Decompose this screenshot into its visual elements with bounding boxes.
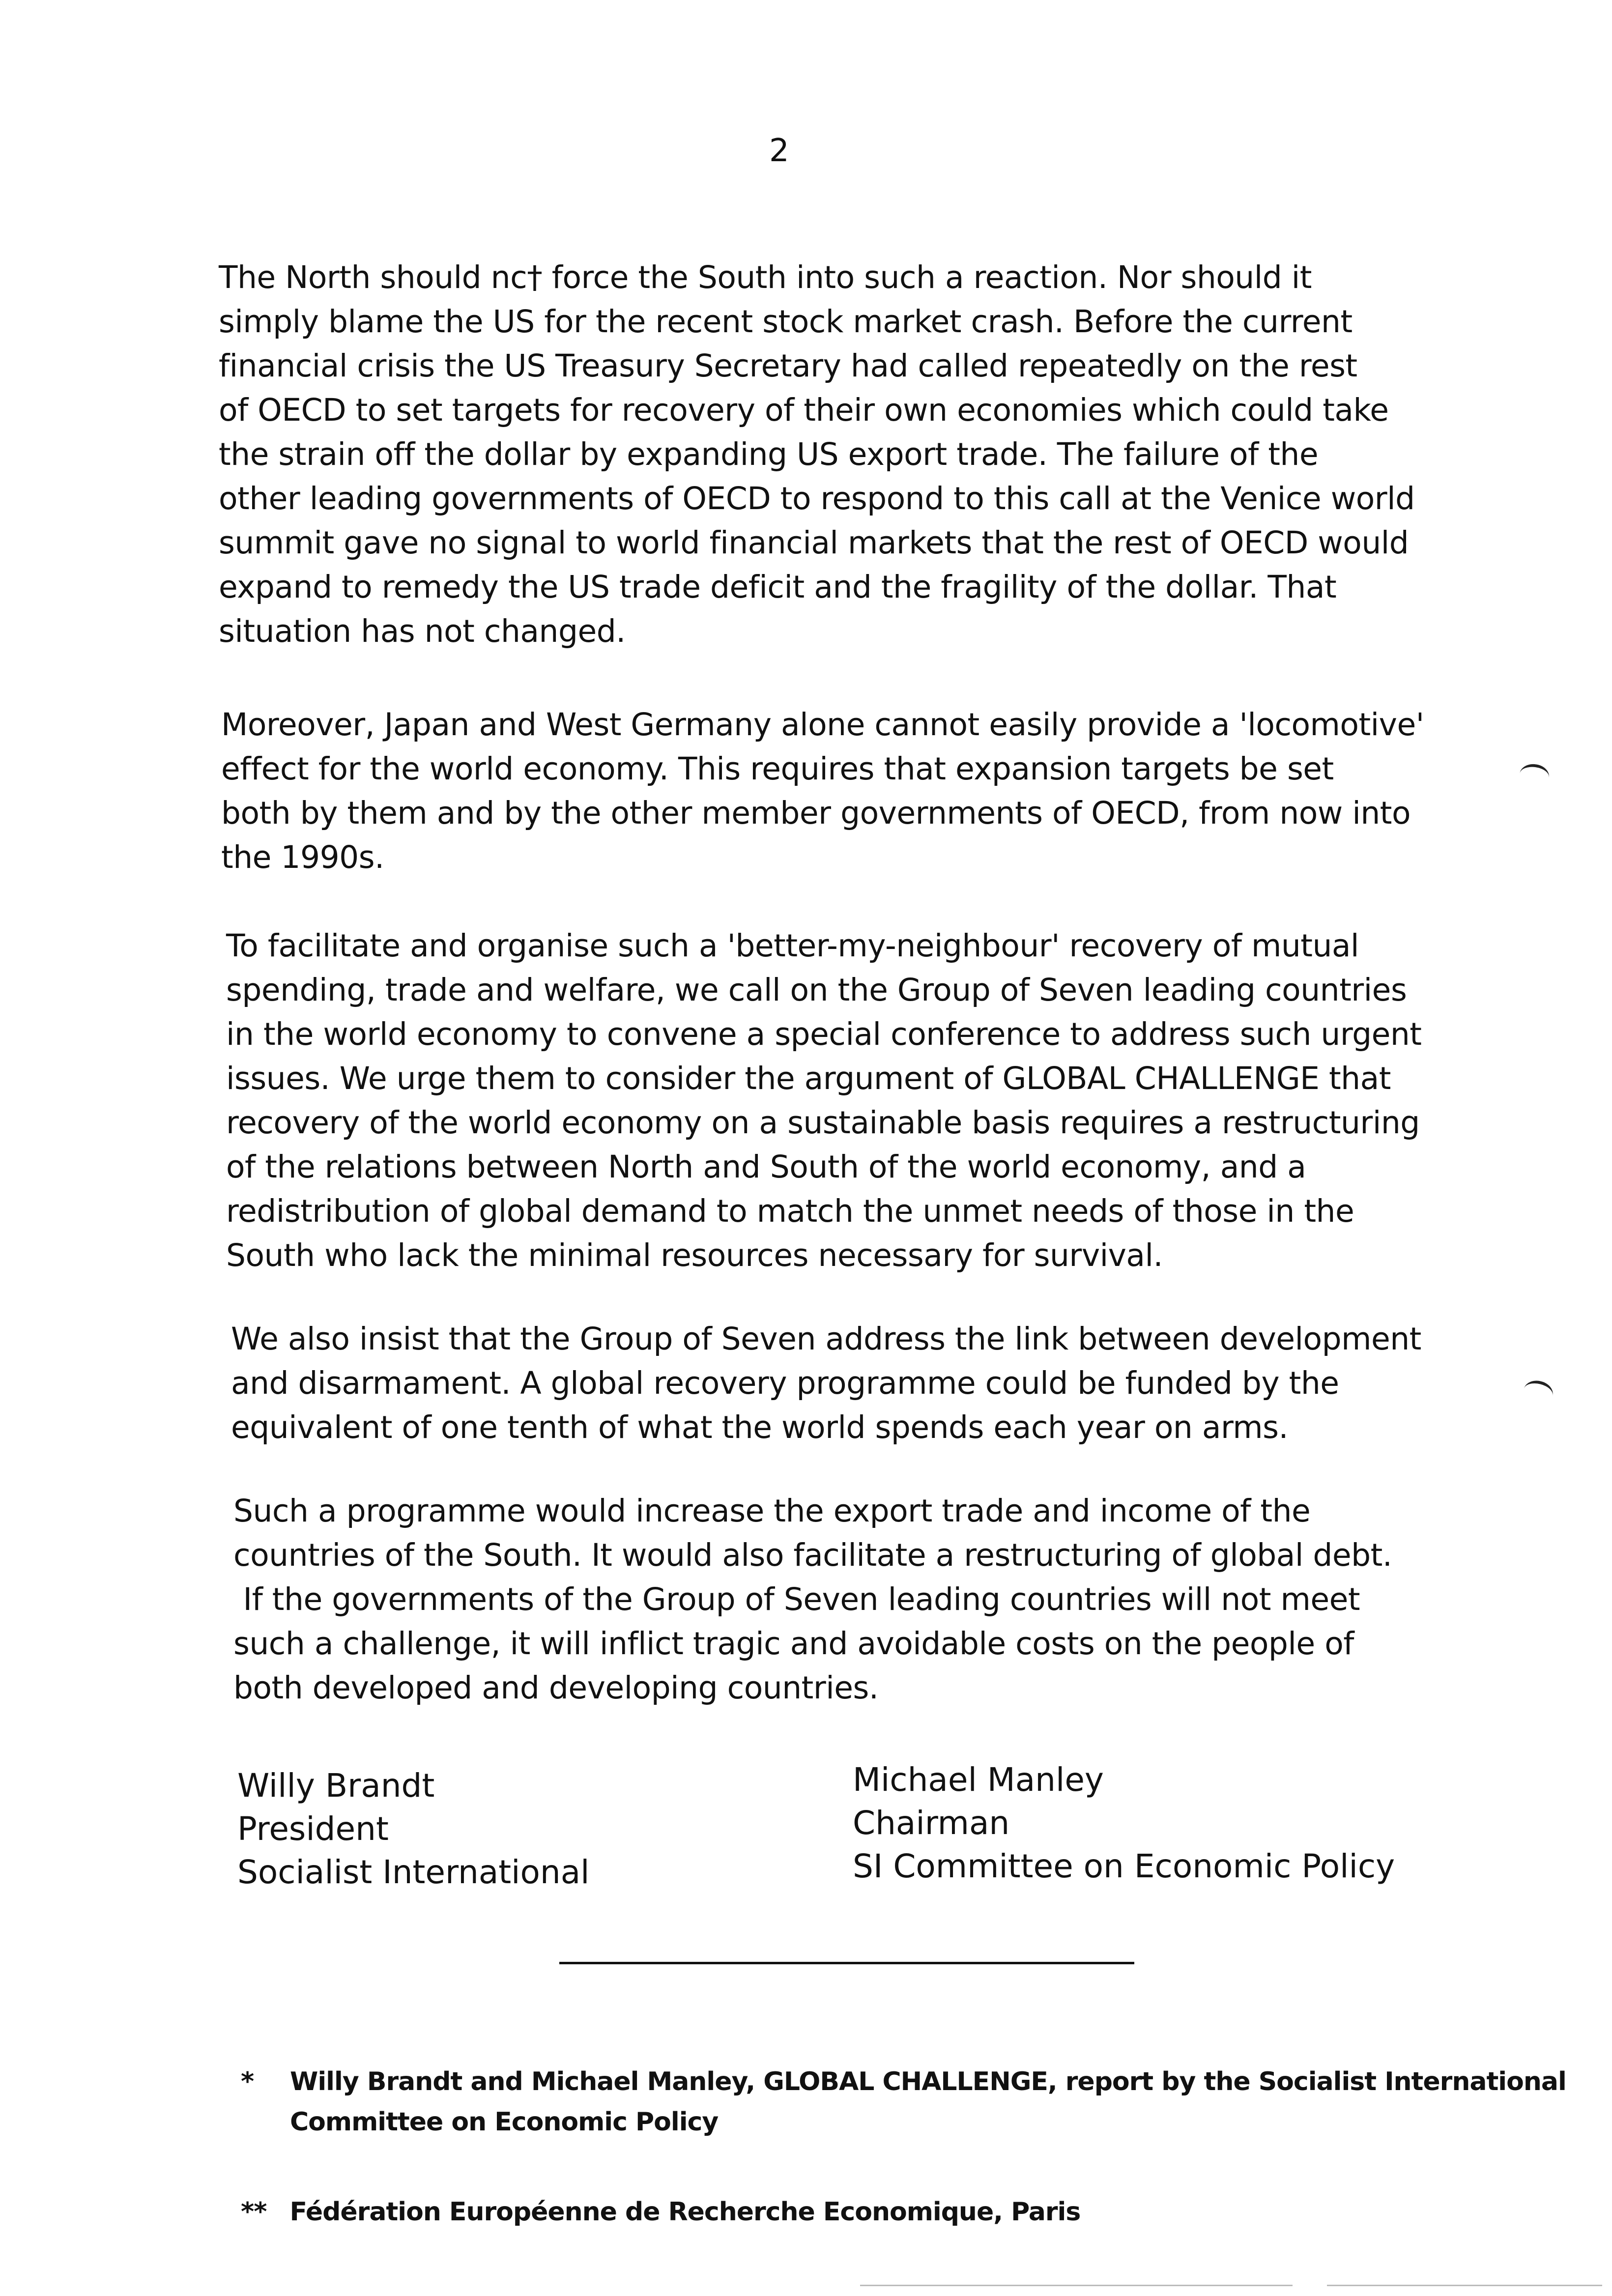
signatory-manley [853, 1758, 1395, 1888]
footnote-divider [559, 1962, 1134, 1964]
footnote-text: Fédération Européenne de Recherche Economique, Paris [289, 2197, 1081, 2227]
scan-edge-line [860, 2285, 1293, 2286]
paragraph-line: Such a programme would increase the export trade and income of the [233, 1493, 1311, 1529]
paragraph-4 [231, 1317, 1421, 1450]
paragraph-line: other leading governments of OECD to respond to this call at the Venice world [219, 481, 1415, 517]
scan-edge-line [1327, 2285, 1602, 2286]
signatory-name: Michael Manley [853, 1761, 1104, 1799]
footnote-line: Committee on Economic Policy [290, 2107, 719, 2137]
paragraph-line: To facilitate and organise such a 'better-my-neighbour' recovery of mutual [226, 928, 1359, 964]
paragraph-line: redistribution of global demand to match the unmet needs of those in the [226, 1193, 1354, 1229]
paragraph-line: such a challenge, it will inflict tragic and avoidable costs on the people of [233, 1626, 1354, 1662]
paragraph-line: effect for the world economy. This requires that expansion targets be set [221, 751, 1334, 787]
paragraph-line: both developed and developing countries. [233, 1670, 879, 1706]
signatory-brandt [237, 1764, 590, 1894]
paragraph-line: in the world economy to convene a special conference to address such urgent [226, 1016, 1422, 1052]
paragraph-5 [233, 1489, 1392, 1710]
paragraph-line: and disarmament. A global recovery programme could be funded by the [231, 1365, 1339, 1401]
page-number: 2 [769, 133, 789, 169]
paragraph-3 [226, 924, 1422, 1278]
paragraph-line: Moreover, Japan and West Germany alone cannot easily provide a 'locomotive' [221, 707, 1424, 743]
paragraph-line: South who lack the minimal resources necessary for survival. [226, 1237, 1163, 1273]
paragraph-2 [221, 703, 1424, 880]
signatory-title: Chairman [853, 1804, 1010, 1842]
paragraph-line: equivalent of one tenth of what the world spends each year on arms. [231, 1409, 1288, 1445]
paragraph-line: simply blame the US for the recent stock market crash. Before the current [219, 304, 1353, 340]
signatory-organization: Socialist International [237, 1853, 590, 1891]
paragraph-line: countries of the South. It would also facilitate a restructuring of global debt. [233, 1537, 1392, 1573]
footnote-line: Willy Brandt and Michael Manley, GLOBAL CHALLENGE, report by the Socialist International [290, 2067, 1566, 2096]
footnote-mark: * [241, 2067, 254, 2096]
footnote-body [290, 2062, 1566, 2142]
scan-mark [1518, 762, 1551, 789]
scan-mark [1521, 1378, 1555, 1406]
paragraph-line: the strain off the dollar by expanding US export trade. The failure of the [219, 436, 1319, 472]
paragraph-line: The North should nc† force the South into such a reaction. Nor should it [219, 259, 1312, 295]
signatory-organization: SI Committee on Economic Policy [853, 1847, 1395, 1885]
paragraph-line: expand to remedy the US trade deficit and the fragility of the dollar. That [219, 569, 1337, 605]
paragraph-line: both by them and by the other member governments of OECD, from now into [221, 795, 1411, 831]
paragraph-line: financial crisis the US Treasury Secretary had called repeatedly on the rest [219, 348, 1357, 384]
paragraph-line: issues. We urge them to consider the argument of GLOBAL CHALLENGE that [226, 1061, 1391, 1096]
footnote-2 [241, 2192, 1080, 2232]
signatory-name: Willy Brandt [237, 1767, 435, 1805]
paragraph-1 [219, 256, 1415, 654]
paragraph-line: summit gave no signal to world financial markets that the rest of OECD would [219, 525, 1409, 561]
paragraph-line: spending, trade and welfare, we call on the Group of Seven leading countries [226, 972, 1407, 1008]
paragraph-line: the 1990s. [221, 839, 384, 875]
paragraph-line: If the governments of the Group of Seven leading countries will not meet [233, 1581, 1360, 1617]
paragraph-line: of OECD to set targets for recovery of their own economies which could take [219, 392, 1389, 428]
paragraph-line: We also insist that the Group of Seven address the link between development [231, 1321, 1421, 1357]
footnote-mark: ** [241, 2197, 267, 2227]
paragraph-line: of the relations between North and South of the world economy, and a [226, 1149, 1306, 1185]
paragraph-line: recovery of the world economy on a sustainable basis requires a restructuring [226, 1105, 1420, 1141]
paragraph-line: situation has not changed. [219, 613, 626, 649]
signatory-title: President [237, 1810, 389, 1848]
